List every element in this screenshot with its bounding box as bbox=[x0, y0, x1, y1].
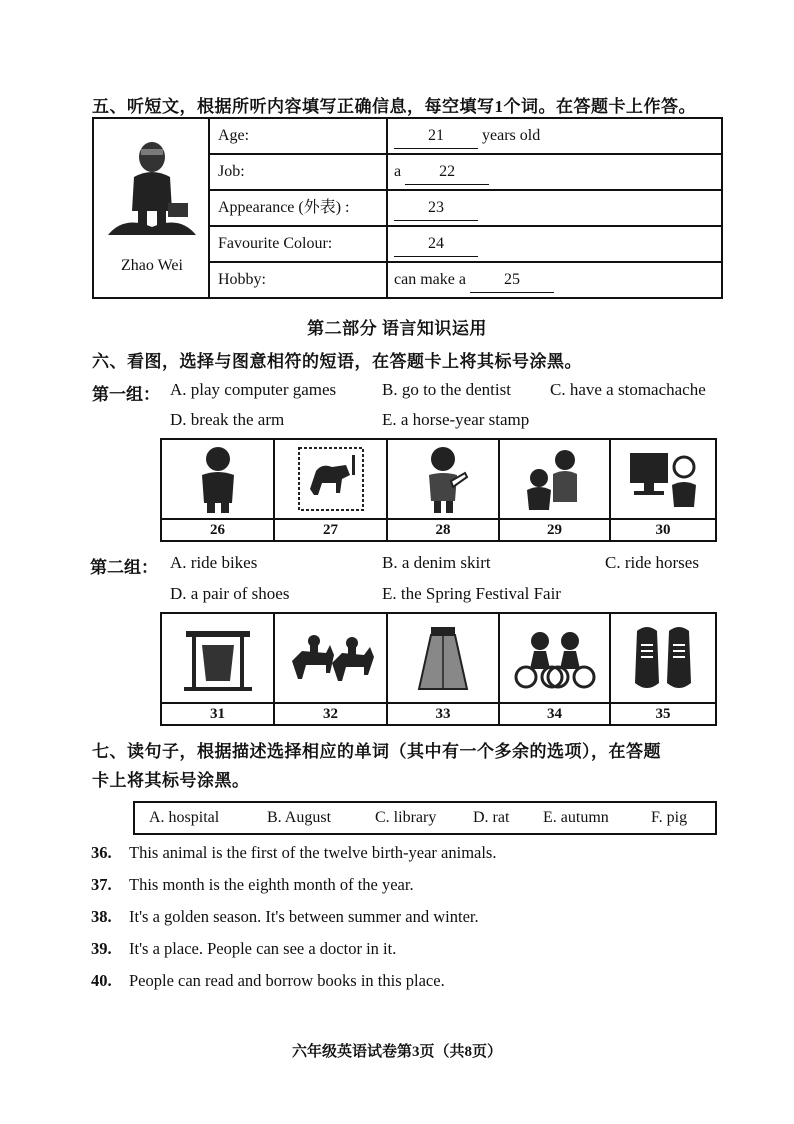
question-40 bbox=[91, 971, 445, 991]
zhao-wei-portrait-icon bbox=[94, 127, 210, 247]
picture-frame bbox=[275, 614, 386, 704]
picture-frame bbox=[162, 614, 273, 704]
answer-blank-24[interactable]: 24 bbox=[394, 232, 478, 257]
boy-arm-bandage-icon bbox=[413, 443, 473, 515]
question-text: This month is the eighth month of the year. bbox=[129, 875, 414, 894]
group2-picture-strip bbox=[160, 612, 717, 726]
question-number: 39. bbox=[91, 939, 112, 958]
group2-option-e: E. the Spring Festival Fair bbox=[382, 584, 561, 603]
person-name: Zhao Wei bbox=[121, 257, 183, 274]
picture-frame bbox=[500, 614, 609, 704]
word-option-b: B. August bbox=[267, 809, 332, 826]
picture-cell bbox=[500, 614, 611, 724]
group2-option-a: A. ride bikes bbox=[170, 553, 258, 572]
question-text: It's a golden season. It's between summer and winter. bbox=[129, 907, 479, 926]
info-value bbox=[394, 227, 478, 261]
group1-picture-strip bbox=[160, 438, 717, 542]
picture-number: 34 bbox=[547, 706, 562, 722]
picture-frame bbox=[611, 440, 715, 520]
skirt-icon bbox=[413, 621, 473, 695]
question-number: 40. bbox=[91, 971, 112, 990]
value-prefix: can make a bbox=[394, 271, 470, 288]
info-row-job bbox=[210, 155, 721, 191]
horse-riders-icon bbox=[286, 623, 376, 693]
value-prefix: a bbox=[394, 163, 406, 180]
answer-blank-25[interactable]: 25 bbox=[470, 268, 554, 293]
word-option-e: E. autumn bbox=[543, 809, 609, 826]
group2-option-d: D. a pair of shoes bbox=[170, 584, 290, 603]
picture-number: 35 bbox=[655, 706, 671, 722]
bike-riders-icon bbox=[512, 623, 598, 693]
child-at-computer-icon bbox=[626, 445, 700, 513]
picture-frame bbox=[500, 440, 609, 520]
question-39 bbox=[91, 939, 396, 959]
info-row-appearance bbox=[210, 191, 721, 227]
value-suffix: years old bbox=[478, 127, 541, 144]
section6-title: 六、看图，选择与图意相符的短语，在答题卡上将其标号涂黑。 bbox=[92, 352, 582, 371]
question-number: 37. bbox=[91, 875, 112, 894]
picture-frame bbox=[611, 614, 715, 704]
answer-blank-23[interactable]: 23 bbox=[394, 196, 478, 221]
shoes-icon bbox=[631, 621, 695, 695]
word-option-c: C. library bbox=[375, 809, 437, 826]
group2-label: 第二组： bbox=[90, 558, 158, 577]
part2-title: 第二部分 语言知识运用 bbox=[307, 319, 487, 338]
answer-blank-21[interactable]: 21 bbox=[394, 124, 478, 149]
info-value bbox=[394, 119, 540, 153]
group1-option-d: D. break the arm bbox=[170, 410, 285, 429]
picture-frame bbox=[388, 440, 498, 520]
word-options-box bbox=[133, 801, 717, 835]
picture-number: 30 bbox=[655, 522, 671, 538]
info-row-colour bbox=[210, 227, 721, 263]
info-label: Hobby: bbox=[210, 263, 388, 299]
picture-cell bbox=[500, 440, 611, 540]
info-value bbox=[394, 263, 554, 299]
picture-cell bbox=[275, 614, 388, 724]
picture-cell bbox=[611, 614, 715, 724]
portrait-cell bbox=[94, 119, 210, 297]
picture-frame bbox=[162, 440, 273, 520]
picture-cell bbox=[162, 440, 275, 540]
dentist-visit-icon bbox=[519, 444, 591, 514]
info-value bbox=[394, 191, 478, 225]
info-row-age bbox=[210, 119, 721, 155]
page-footer: 六年级英语试卷第3页（共8页） bbox=[291, 1044, 502, 1060]
question-38 bbox=[91, 907, 479, 927]
picture-cell bbox=[162, 614, 275, 724]
boy-holding-stomach-icon bbox=[188, 443, 248, 515]
picture-number: 26 bbox=[210, 522, 225, 538]
group1-option-a: A. play computer games bbox=[170, 380, 337, 399]
section7-title-line2: 卡上将其标号涂黑。 bbox=[92, 771, 250, 790]
word-option-d: D. rat bbox=[473, 809, 510, 826]
question-text: People can read and borrow books in this place. bbox=[129, 971, 445, 990]
group1-option-c: C. have a stomachache bbox=[550, 380, 706, 399]
word-option-f: F. pig bbox=[651, 809, 688, 826]
info-row-hobby bbox=[210, 263, 721, 299]
picture-number: 33 bbox=[435, 706, 451, 722]
info-label: Appearance (外表) : bbox=[210, 191, 388, 225]
group2-option-b: B. a denim skirt bbox=[382, 553, 491, 572]
info-label: Job: bbox=[210, 155, 388, 189]
picture-number: 28 bbox=[435, 522, 451, 538]
group1-label: 第一组： bbox=[92, 385, 160, 404]
question-text: It's a place. People can see a doctor in it. bbox=[129, 939, 397, 958]
festival-fair-icon bbox=[178, 621, 258, 695]
group1-option-b: B. go to the dentist bbox=[382, 380, 511, 399]
group2-option-c: C. ride horses bbox=[605, 553, 699, 572]
picture-number: 31 bbox=[210, 706, 225, 722]
section5-title: 五、听短文，根据所听内容填写正确信息，每空填写1个词。在答题卡上作答。 bbox=[92, 97, 696, 116]
question-37 bbox=[91, 875, 414, 895]
word-option-a: A. hospital bbox=[149, 809, 220, 826]
info-table bbox=[92, 117, 723, 299]
answer-blank-22[interactable]: 22 bbox=[405, 160, 489, 185]
question-number: 36. bbox=[91, 843, 112, 862]
question-36 bbox=[91, 843, 496, 863]
section7-title-line1: 七、读句子，根据描述选择相应的单词（其中有一个多余的选项），在答题 bbox=[92, 742, 661, 761]
question-text: This animal is the first of the twelve birth-year animals. bbox=[129, 843, 497, 862]
info-label: Favourite Colour: bbox=[210, 227, 388, 261]
info-value bbox=[394, 155, 489, 189]
picture-number: 29 bbox=[547, 522, 562, 538]
picture-number: 32 bbox=[323, 706, 338, 722]
picture-cell bbox=[388, 614, 500, 724]
picture-cell bbox=[275, 440, 388, 540]
picture-frame bbox=[388, 614, 498, 704]
info-label: Age: bbox=[210, 119, 388, 153]
question-number: 38. bbox=[91, 907, 112, 926]
group1-option-e: E. a horse-year stamp bbox=[382, 410, 530, 429]
picture-frame bbox=[275, 440, 386, 520]
picture-number: 27 bbox=[323, 522, 338, 538]
horse-stamp-icon bbox=[296, 445, 366, 513]
picture-cell bbox=[611, 440, 715, 540]
picture-cell bbox=[388, 440, 500, 540]
